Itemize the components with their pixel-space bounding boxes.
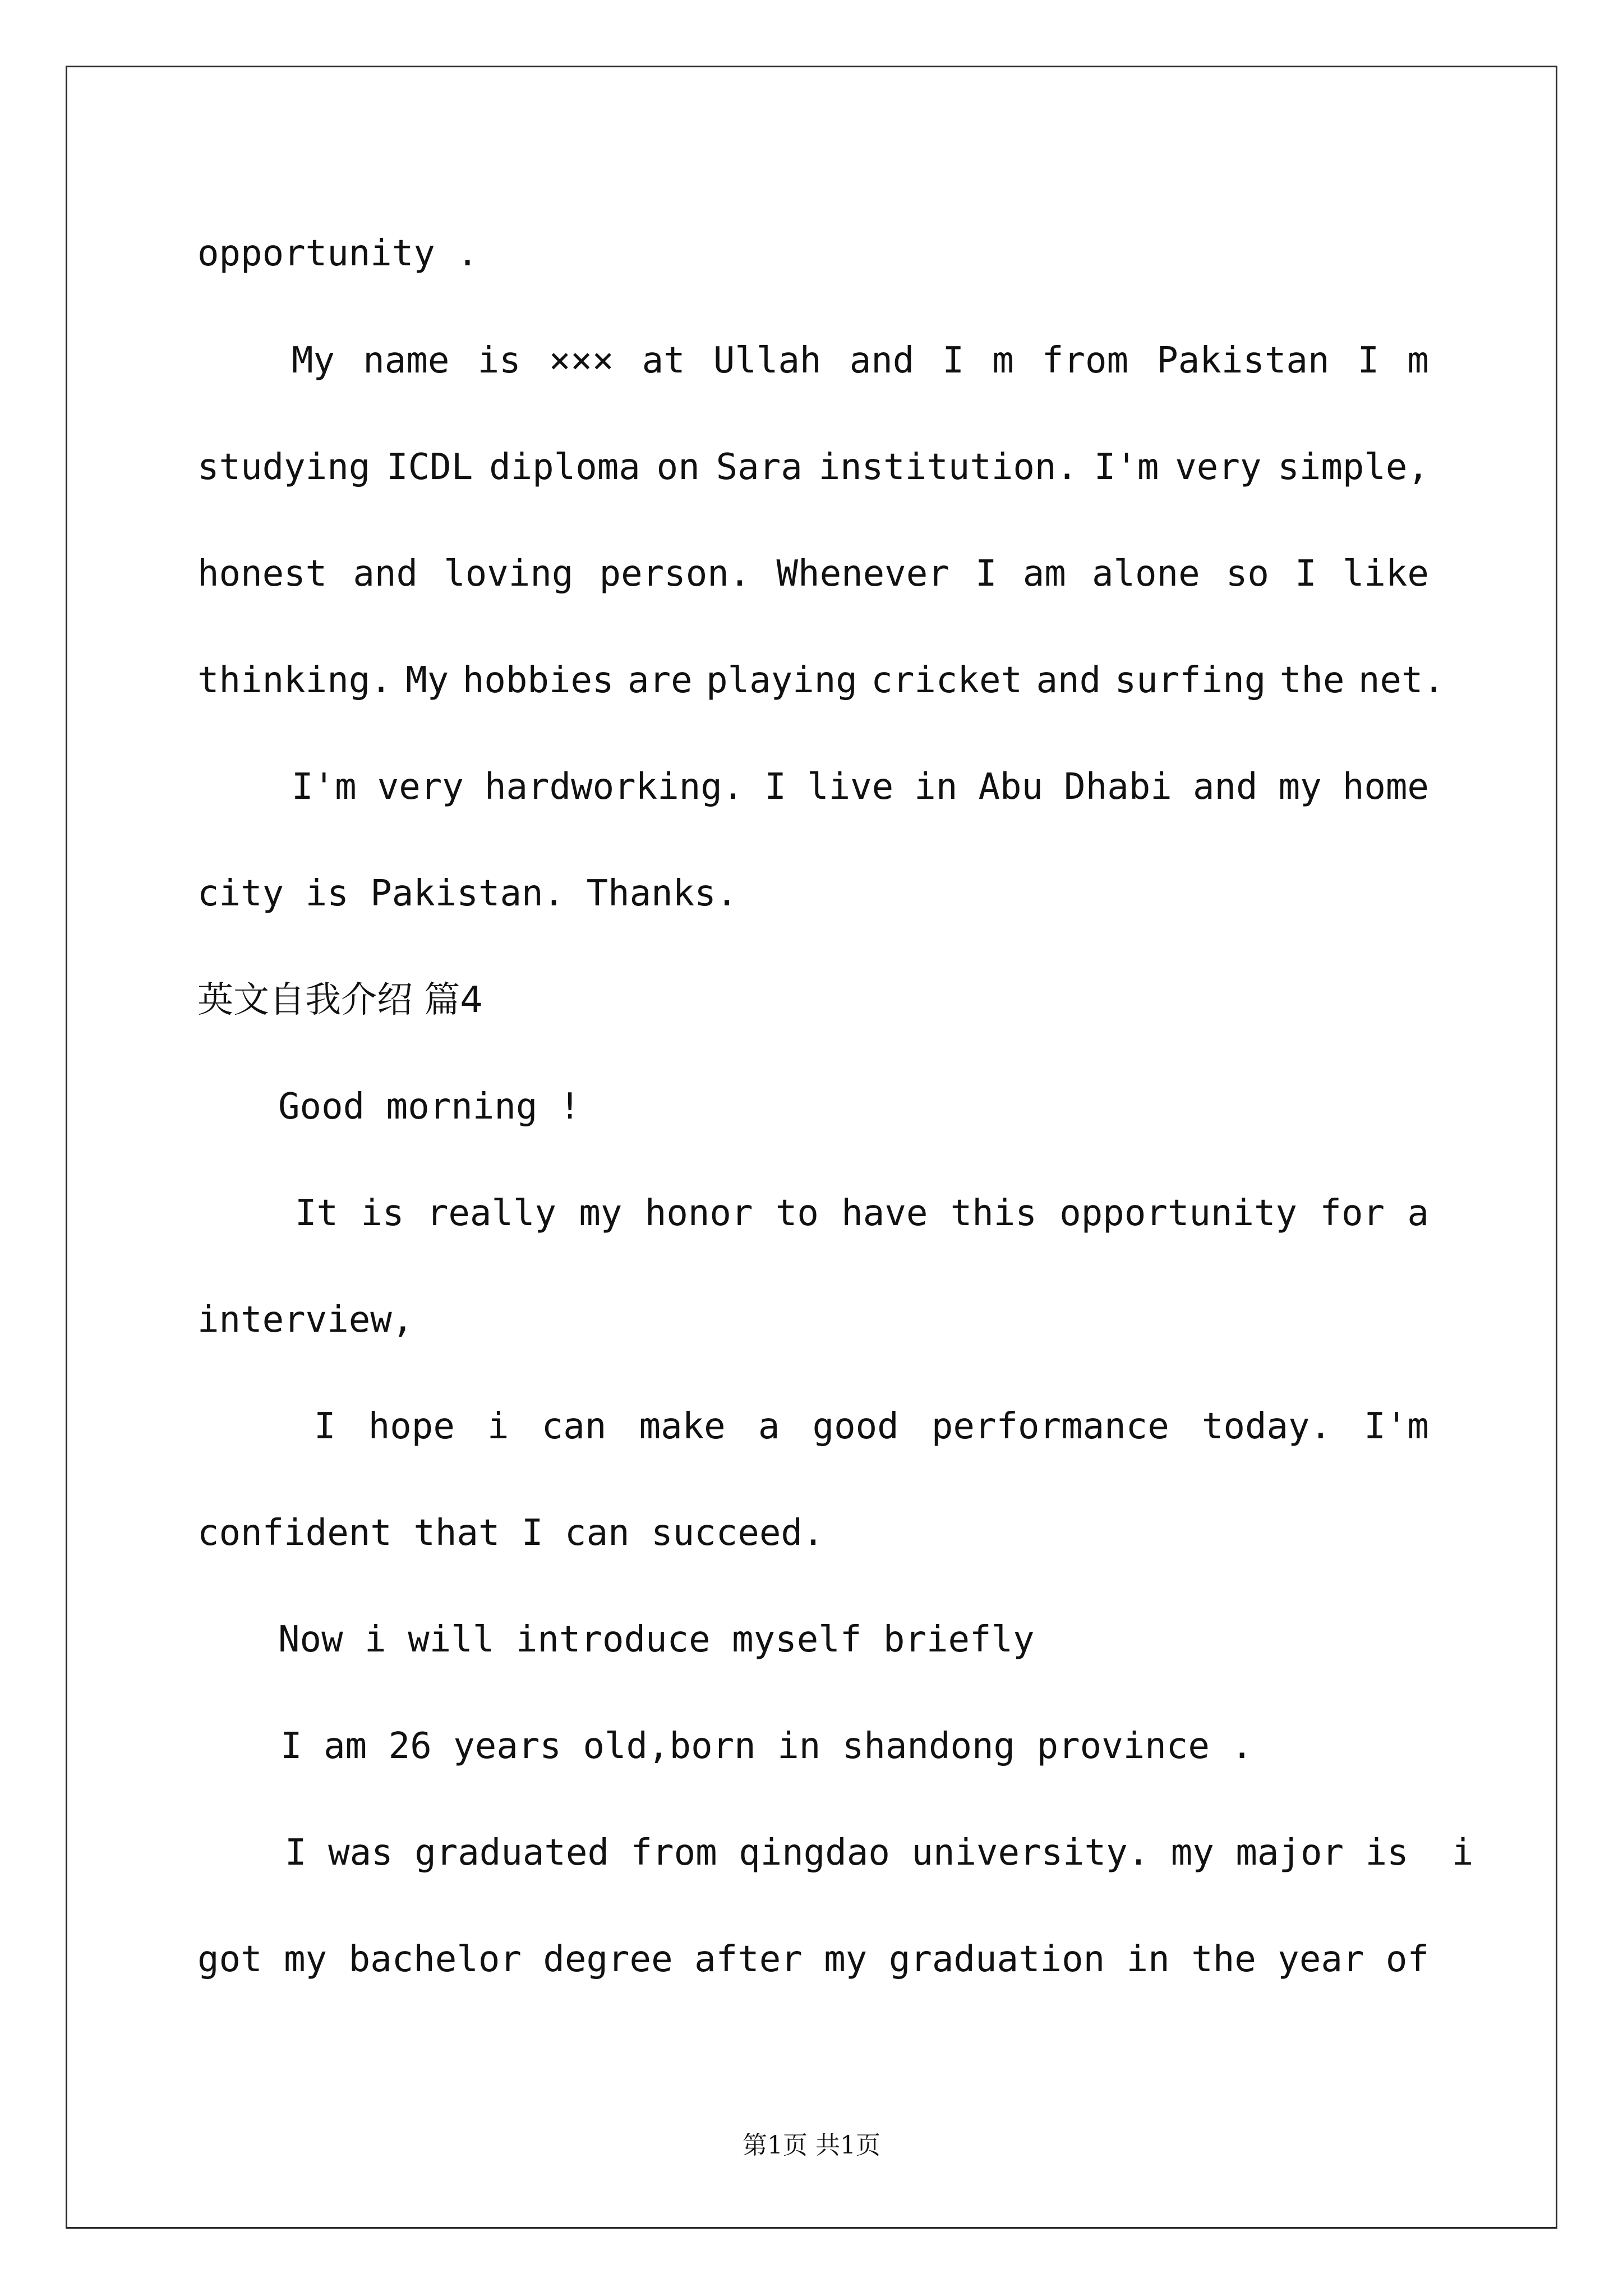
word: really: [426, 1193, 557, 1234]
word: good: [812, 1406, 899, 1447]
word: bachelor: [348, 1939, 522, 1980]
word: in: [1126, 1939, 1170, 1980]
word: is: [361, 1193, 404, 1234]
page-border: [66, 66, 1557, 2229]
word: can: [541, 1406, 607, 1447]
word: of: [1385, 1939, 1429, 1980]
word: degree: [543, 1939, 673, 1980]
word: and: [1192, 766, 1258, 808]
word: a: [758, 1406, 780, 1447]
word: I: [1357, 340, 1380, 381]
word: home: [1342, 766, 1429, 808]
word: my: [824, 1939, 868, 1980]
word: are: [628, 660, 693, 701]
word: honor: [644, 1193, 753, 1234]
word: Whenever: [776, 553, 949, 595]
word: and: [849, 340, 915, 381]
word: the: [1279, 660, 1345, 701]
word: live: [807, 766, 894, 808]
word: today.: [1201, 1406, 1332, 1447]
word: diploma: [489, 447, 640, 488]
text-line: opportunity .: [197, 233, 478, 274]
text-line: Good morning !: [278, 1086, 581, 1128]
word: surfing: [1114, 660, 1266, 701]
word: honest: [197, 553, 328, 595]
word: like: [1342, 553, 1429, 595]
word: institution.: [818, 447, 1078, 488]
word: opportunity: [1059, 1193, 1298, 1234]
word: I'm: [292, 766, 357, 808]
word: Dhabi: [1064, 766, 1172, 808]
text-line: city is Pakistan. Thanks.: [197, 873, 738, 914]
word: am: [1022, 553, 1066, 595]
word: on: [656, 447, 700, 488]
text-line: I was graduated from qingdao university. my major is i: [285, 1832, 1474, 1874]
word: playing: [706, 660, 857, 701]
word: studying: [197, 447, 371, 488]
word: thinking.: [197, 660, 392, 701]
word: performance: [931, 1406, 1169, 1447]
word: hobbies: [462, 660, 614, 701]
word: after: [694, 1939, 803, 1980]
word: Pakistan: [1156, 340, 1330, 381]
word: simple,: [1278, 447, 1429, 488]
word: at: [642, 340, 685, 381]
text-line: I am 26 years old,born in shandong province .: [280, 1726, 1253, 1767]
word: in: [914, 766, 958, 808]
word: is: [477, 340, 521, 381]
word: year: [1278, 1939, 1364, 1980]
text-line-justified: [292, 338, 1429, 383]
word: cricket: [871, 660, 1023, 701]
word: for: [1320, 1193, 1385, 1234]
word: very: [1175, 447, 1262, 488]
word: a: [1407, 1193, 1429, 1234]
text-line: interview,: [197, 1299, 414, 1341]
word: graduation: [888, 1939, 1105, 1980]
text-line-justified: [197, 551, 1429, 596]
word: Abu: [978, 766, 1044, 808]
word: the: [1191, 1939, 1256, 1980]
word: so: [1225, 553, 1269, 595]
word: my: [579, 1193, 623, 1234]
word: I: [1295, 553, 1317, 595]
word: to: [775, 1193, 819, 1234]
word: hardworking.: [484, 766, 744, 808]
text-line-justified: [314, 1404, 1429, 1449]
text-line-justified: [197, 1937, 1429, 1982]
word: this: [950, 1193, 1037, 1234]
word: ×××: [548, 340, 614, 381]
text-line-justified: [197, 445, 1429, 490]
word: very: [377, 766, 464, 808]
word: hope: [368, 1406, 455, 1447]
word: i: [487, 1406, 509, 1447]
word: loving: [444, 553, 574, 595]
section-heading: 英文自我介绍 篇4: [197, 979, 483, 1021]
text-line-justified: [197, 658, 1445, 703]
word: I: [942, 340, 964, 381]
word: ICDL: [386, 447, 473, 488]
word: have: [841, 1193, 928, 1234]
text-line-justified: [295, 1191, 1429, 1236]
word: net.: [1358, 660, 1445, 701]
word: person.: [599, 553, 751, 595]
text-line: Now i will introduce myself briefly: [278, 1619, 1035, 1660]
word: make: [639, 1406, 726, 1447]
word: I'm: [1364, 1406, 1429, 1447]
word: My: [405, 660, 449, 701]
word: I: [975, 553, 997, 595]
word: Sara: [716, 447, 803, 488]
word: m: [1407, 340, 1429, 381]
word: got: [197, 1939, 262, 1980]
word: m: [992, 340, 1014, 381]
word: Ullah: [713, 340, 822, 381]
word: from: [1041, 340, 1129, 381]
word: I'm: [1094, 447, 1159, 488]
word: and: [353, 553, 418, 595]
word: I: [764, 766, 786, 808]
word: my: [1278, 766, 1322, 808]
text-line-justified: [292, 765, 1429, 809]
word: It: [295, 1193, 339, 1234]
page-footer: 第1页 共1页: [743, 2131, 880, 2160]
word: My: [292, 340, 335, 381]
word: I: [314, 1406, 336, 1447]
word: my: [284, 1939, 328, 1980]
word: alone: [1091, 553, 1200, 595]
text-line: confident that I can succeed.: [197, 1512, 824, 1554]
word: name: [363, 340, 450, 381]
word: and: [1036, 660, 1101, 701]
